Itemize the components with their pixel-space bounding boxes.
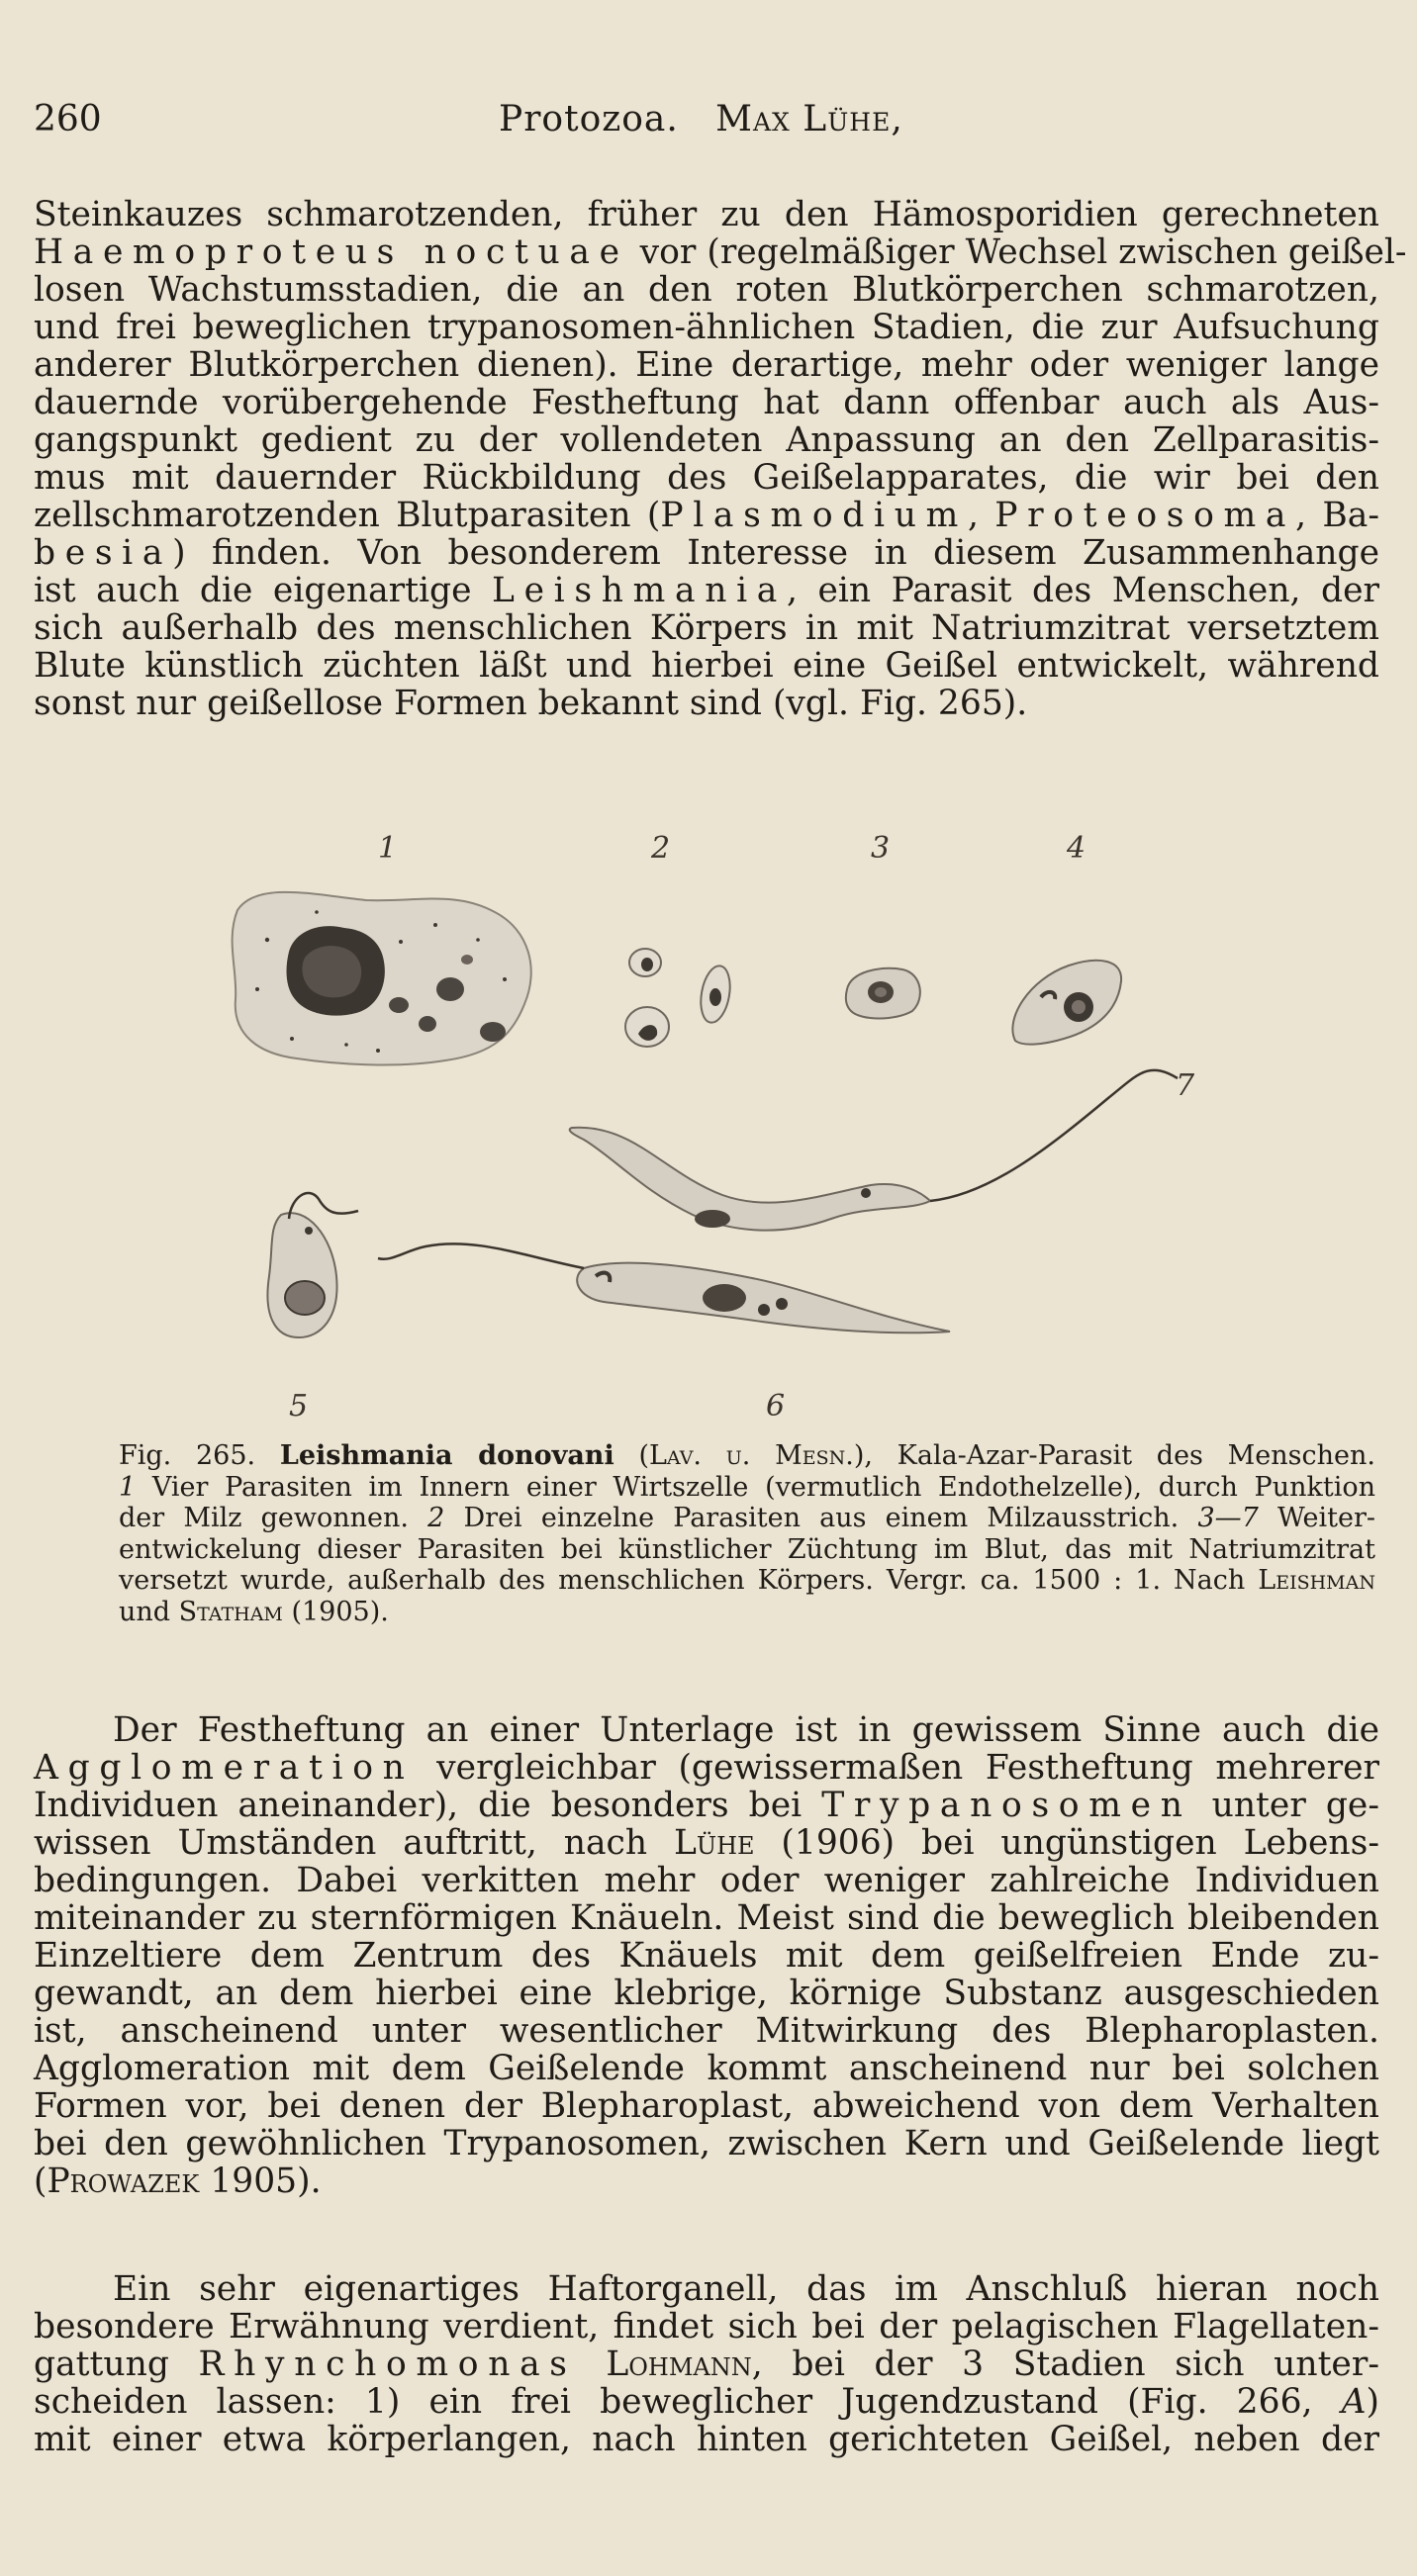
text-line: mit einer etwa körperlangen, nach hinten gerichteten Geißel, neben der [34,2420,1379,2459]
text-line: ist auch die eigenartige Leishmania, ein Parasit des Menschen, der [34,571,1379,610]
text-line: anderer Blutkörperchen dienen). Eine derartige, mehr oder weniger lange [34,345,1379,385]
figure-label-7: 7 [1176,1068,1195,1103]
text-line: sich außerhalb des menschlichen Körpers in mit Natriumzitrat versetztem [34,608,1379,648]
caption-line: und Statham (1905). [119,1596,389,1627]
author-name: Lohmann [606,2345,752,2384]
text-line: ist, anscheinend unter wesentlicher Mitwirkung des Blepharoplasten. [34,2011,1379,2051]
text-line: sonst nur geißellose Formen bekannt sind (vgl. Fig. 265). [34,684,1028,723]
caption-line: versetzt wurde, außerhalb des menschlichen Körpers. Vergr. ca. 1500 : 1. Nach Leishman [119,1565,1375,1596]
text-line: wissen Umständen auftritt, nach Lühe (1906) bei ungünstigen Lebens- [34,1823,1379,1863]
caption-line: Fig. 265. Leishmania donovani (Lav. u. Mesn.), Kala-Azar-Parasit des Menschen. [119,1440,1375,1471]
caption-line: 1 Vier Parasiten im Innern einer Wirtszelle (vermutlich Endothelzelle), durch Punktion [119,1471,1375,1503]
running-head [34,99,1358,148]
text-line: losen Wachstumsstadien, die an den roten Blutkörperchen schmarotzen, [34,270,1379,310]
text-line: Der Festheftung an einer Unterlage ist in gewissem Sinne auch die [113,1710,1379,1750]
figure-label-5: 5 [289,1389,309,1424]
paragraph-2 [34,1711,1379,2200]
parasite-3 [846,968,920,1019]
caption-line: entwickelung dieser Parasiten bei künstlicher Züchtung im Blut, das mit Natriumzitrat [119,1533,1375,1565]
author-name: Leishman [1258,1565,1375,1596]
figure-label-4: 4 [1067,831,1086,866]
text-line: Individuen aneinander), die besonders bei Trypanosomen unter ge- [34,1786,1379,1825]
author-name: Statham [178,1596,283,1627]
text-line: Formen vor, bei denen der Blepharoplast, abweichend von dem Verhalten [34,2086,1379,2126]
paragraph-1 [34,195,1407,723]
figure-label-6: 6 [766,1389,786,1424]
text-line: mus mit dauernder Rückbildung des Geißelapparates, die wir bei den [34,458,1379,498]
parasite-illustration [198,831,1247,1385]
term: Trypanosomen [821,1786,1192,1825]
text-line: Haemoproteus noctuae vor (regelmäßiger Wechsel zwischen geißel- [34,232,1407,272]
text-line: dauernde vorübergehende Festheftung hat dann offenbar auch als Aus- [34,383,1379,422]
genus-name: Rhynchomonas [198,2345,577,2384]
species-name: Haemoproteus noctuae [34,232,629,272]
text-line: gangspunkt gedient zu der vollendeten Anpassung an den Zellparasitis- [34,420,1379,460]
flagellate-6 [378,1243,950,1333]
species-name: Leishmania donovani [279,1440,614,1471]
text-line: Agglomeration vergleichbar (gewissermaßen Festheftung mehrerer [34,1748,1379,1788]
genus-name: besia [34,533,173,573]
figure-caption [119,1440,1375,1627]
host-cell-1 [233,892,531,1065]
running-author: Max Lühe, [715,99,903,139]
text-line: scheiden lassen: 1) ein frei beweglicher Jugendzustand (Fig. 266, A) [34,2382,1379,2422]
running-title: Protozoa. Max Lühe, [499,99,903,139]
text-line: zellschmarotzenden Blutparasiten (Plasmodium, Proteosoma, Ba- [34,496,1379,535]
single-parasites-2 [625,949,734,1047]
text-line: Ein sehr eigenartiges Haftorganell, das im Anschluß hieran noch [113,2269,1379,2309]
parasite-4 [1012,961,1121,1045]
paragraph-3 [34,2270,1379,2458]
author-name: Lühe [673,1823,755,1863]
flagellate-7 [570,1070,1178,1231]
text-line: (Prowazek 1905). [34,2162,322,2201]
text-line: Agglomeration mit dem Geißelende kommt anscheinend nur bei solchen [34,2049,1379,2088]
text-line: bei den gewöhnlichen Trypanosomen, zwischen Kern und Geißelende liegt [34,2124,1379,2163]
caption-line: der Milz gewonnen. 2 Drei einzelne Parasiten aus einem Milzausstrich. 3—7 Weiter- [119,1503,1375,1533]
flagellate-5 [267,1193,358,1337]
genus-name: Proteosoma [994,496,1296,535]
text-line: besondere Erwähnung verdient, findet sich bei der pelagischen Flagellaten- [34,2307,1379,2346]
text-line: gewandt, an dem hierbei eine klebrige, körnige Substanz ausgeschieden [34,1974,1379,2013]
figure-label-1: 1 [378,831,398,866]
genus-name: Plasmodium [660,496,968,535]
author-name: Lav. u. Mesn. [648,1440,854,1471]
text-line: bedingungen. Dabei verkitten mehr oder weniger zahlreiche Individuen [34,1861,1379,1900]
text-line: Steinkauzes schmarotzenden, früher zu den Hämosporidien gerechneten [34,195,1379,234]
text-line: gattung Rhynchomonas Lohmann, bei der 3 Stadien sich unter- [34,2345,1379,2384]
text-line: und frei beweglichen trypanosomen-ähnlichen Stadien, die zur Aufsuchung [34,308,1379,347]
term: Agglomeration [34,1748,415,1788]
page-number: 260 [34,99,102,139]
genus-name: Leishmania [492,571,788,610]
figure-label-3: 3 [871,831,891,866]
author-name: Prowazek [47,2162,200,2201]
text-line: Einzeltiere dem Zentrum des Knäuels mit dem geißelfreien Ende zu- [34,1936,1379,1976]
figure-label-2: 2 [651,831,671,866]
figure-265 [198,831,1247,1425]
text-line: besia) finden. Von besonderem Interesse in diesem Zusammenhange [34,533,1379,573]
text-line: Blute künstlich züchten läßt und hierbei eine Geißel entwickelt, während [34,646,1379,686]
text-line: miteinander zu sternförmigen Knäueln. Meist sind die beweglich bleibenden [34,1898,1379,1938]
